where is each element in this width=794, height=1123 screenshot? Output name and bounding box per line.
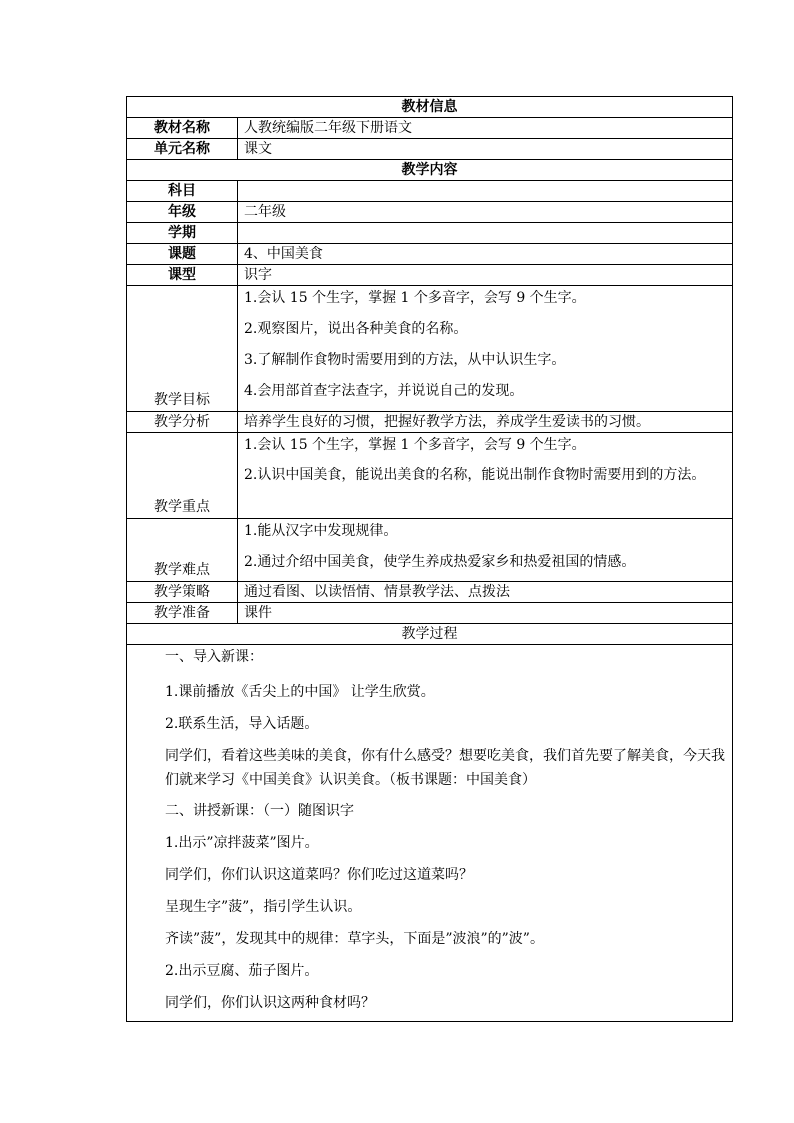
- value-teaching-analysis: 培养学生良好的习惯，把握好教学方法，养成学生爱读书的习惯。: [238, 412, 733, 433]
- label-teaching-goals: 教学目标: [127, 286, 238, 412]
- label-grade: 年级: [127, 202, 238, 223]
- difficulty-item: 1.能从汉字中发现规律。: [244, 523, 398, 539]
- value-subject: [238, 181, 733, 202]
- process-paragraph: 同学们，你们认识这两种食材吗？: [165, 995, 375, 1011]
- label-teaching-analysis: 教学分析: [127, 412, 238, 433]
- process-paragraph: 呈现生字”菠”，指引学生认识。: [165, 899, 362, 915]
- teaching-process-body: [127, 645, 733, 1022]
- label-key-points: 教学重点: [127, 433, 238, 519]
- value-material-name: 人教统编版二年级下册语文: [238, 118, 733, 139]
- label-topic: 课题: [127, 244, 238, 265]
- key-point-item: 1.会认 15 个生字，掌握 1 个多音字，会写 9 个生字。: [244, 437, 586, 453]
- goal-item: 3.了解制作食物时需要用到的方法，从中认识生字。: [244, 352, 566, 368]
- goal-item: 2.观察图片，说出各种美食的名称。: [244, 321, 468, 337]
- label-lesson-type: 课型: [127, 265, 238, 286]
- difficulty-item: 2.通过介绍中国美食，使学生养成热爱家乡和热爱祖国的情感。: [244, 554, 636, 570]
- label-material-name: 教材名称: [127, 118, 238, 139]
- process-paragraph: 齐读”菠”，发现其中的规律：草字头，下面是”波浪”的”波”。: [165, 931, 544, 947]
- lesson-plan-table: [126, 96, 733, 1022]
- label-strategy: 教学策略: [127, 582, 238, 603]
- process-paragraph: 1.课前播放《舌尖上的中国》 让学生欣赏。: [165, 684, 435, 700]
- value-semester: [238, 223, 733, 244]
- label-unit-name: 单元名称: [127, 139, 238, 160]
- section-material-info: 教材信息: [127, 97, 733, 118]
- key-points-list: [238, 433, 733, 519]
- key-point-item: 2.认识中国美食，能说出美食的名称，能说出制作食物时需要用到的方法。: [244, 467, 706, 483]
- goal-item: 4.会用部首查字法查字，并说说自己的发现。: [244, 383, 524, 399]
- value-preparation: 课件: [238, 603, 733, 624]
- process-paragraph: 2.出示豆腐、茄子图片。: [165, 963, 319, 979]
- process-paragraph: 同学们，你们认识这道菜吗？你们吃过这道菜吗？: [165, 867, 473, 883]
- value-strategy: 通过看图、以读悟情、情景教学法、点拨法: [238, 582, 733, 603]
- section-teaching-process: 教学过程: [127, 624, 733, 645]
- label-difficulties: 教学难点: [127, 519, 238, 582]
- value-lesson-type: 识字: [238, 265, 733, 286]
- teaching-goals-list: [238, 286, 733, 412]
- value-grade: 二年级: [238, 202, 733, 223]
- label-semester: 学期: [127, 223, 238, 244]
- process-paragraph: 一、导入新课：: [165, 649, 263, 665]
- process-paragraph: 二、讲授新课：（一）随图识字: [165, 803, 354, 819]
- goal-item: 1.会认 15 个生字，掌握 1 个多音字，会写 9 个生字。: [244, 290, 586, 306]
- label-subject: 科目: [127, 181, 238, 202]
- value-unit-name: 课文: [238, 139, 733, 160]
- process-paragraph: 2.联系生活，导入话题。: [165, 716, 319, 732]
- label-preparation: 教学准备: [127, 603, 238, 624]
- process-paragraph: 1.出示”凉拌菠菜”图片。: [165, 835, 319, 851]
- difficulties-list: [238, 519, 733, 582]
- process-paragraph: 同学们，看着这些美味的美食，你有什么感受？想要吃美食，我们首先要了解美食，今天我们就来学习《中国美食》认识美食。（板书课题：中国美食）: [165, 748, 725, 788]
- section-teaching-content: 教学内容: [127, 160, 733, 181]
- value-topic: 4、中国美食: [238, 244, 733, 265]
